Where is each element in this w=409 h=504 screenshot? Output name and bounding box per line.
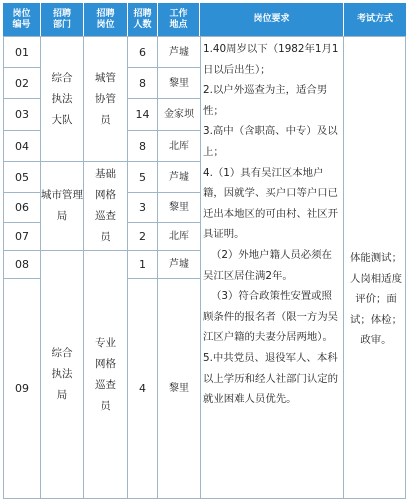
post-cell: 基础网格巡查员 <box>95 168 116 243</box>
code-cell: 08 <box>15 258 29 271</box>
header-exam-method: 考试方式 <box>344 3 406 36</box>
header-requirements: 岗位要求 <box>200 3 343 36</box>
department-cell: 综合执法局 <box>51 347 73 401</box>
place-cell: 芦墟 <box>169 46 189 58</box>
count-cell: 4 <box>139 382 146 395</box>
code-cell: 06 <box>15 201 29 214</box>
code-cell: 02 <box>15 76 29 90</box>
exam-method-cell <box>346 248 406 351</box>
place-cell: 北厍 <box>169 140 189 152</box>
requirement-item: 3.高中（含职高、中专）及以上； <box>203 125 338 158</box>
requirement-item: 2.以户外巡查为主，适合男性； <box>203 84 328 117</box>
count-cell: 5 <box>139 170 146 184</box>
place-cell: 芦墟 <box>169 171 189 183</box>
post-cell: 专业网格巡查员 <box>95 336 116 412</box>
exam-method-text: 体能测试；人岗相适度评价；面试；体检；政审。 <box>350 252 402 347</box>
count-cell: 3 <box>139 201 146 214</box>
department-cell: 综合执法大队 <box>51 71 73 126</box>
requirement-item: 4.（1）具有吴江区本地户籍，因就学、买户口等户口已迁出本地区的可由村、社区开具证明。 <box>203 166 339 241</box>
header-recruit-count: 招聘人数 <box>128 3 157 36</box>
header-recruit-post: 招聘岗位 <box>84 3 127 36</box>
code-cell: 05 <box>15 170 29 184</box>
recruitment-table <box>3 3 406 499</box>
requirements-cell <box>201 39 341 497</box>
place-cell: 黎里 <box>169 383 189 394</box>
place-cell: 芦墟 <box>169 259 189 270</box>
count-cell: 14 <box>135 108 150 121</box>
header-work-place: 工作地点 <box>158 3 199 36</box>
code-cell: 04 <box>15 139 29 153</box>
place-cell: 黎里 <box>169 77 189 89</box>
code-cell: 07 <box>15 230 29 243</box>
department-cell: 城市管理局 <box>41 189 83 222</box>
count-cell: 1 <box>139 258 146 271</box>
code-cell: 03 <box>15 108 29 121</box>
count-cell: 8 <box>139 139 146 153</box>
header-recruit-dept: 招聘部门 <box>41 3 83 36</box>
count-cell: 8 <box>139 76 146 90</box>
requirement-item: 5.中共党员、退役军人、本科以上学历和经人社部门认定的就业困难人员优先。 <box>203 351 339 406</box>
place-cell: 北厍 <box>169 231 189 242</box>
count-cell: 6 <box>139 45 146 59</box>
requirement-item: 1.40周岁以下（1982年1月1日以后出生）； <box>203 43 339 76</box>
count-cell: 2 <box>139 230 146 243</box>
code-cell: 09 <box>15 382 29 395</box>
header-position-code: 岗位编号 <box>3 3 40 36</box>
code-cell: 01 <box>15 45 29 59</box>
place-cell: 金家坝 <box>164 109 194 120</box>
post-cell: 城管协管员 <box>95 71 116 126</box>
requirement-item: （3）符合政策性安置或照顾条件的报名者（限一方为吴江区户籍的夫妻分居两地）。 <box>203 290 339 344</box>
requirement-item: （2）外地户籍人员必须在吴江区居住满2年。 <box>203 248 332 282</box>
place-cell: 黎里 <box>169 202 189 213</box>
